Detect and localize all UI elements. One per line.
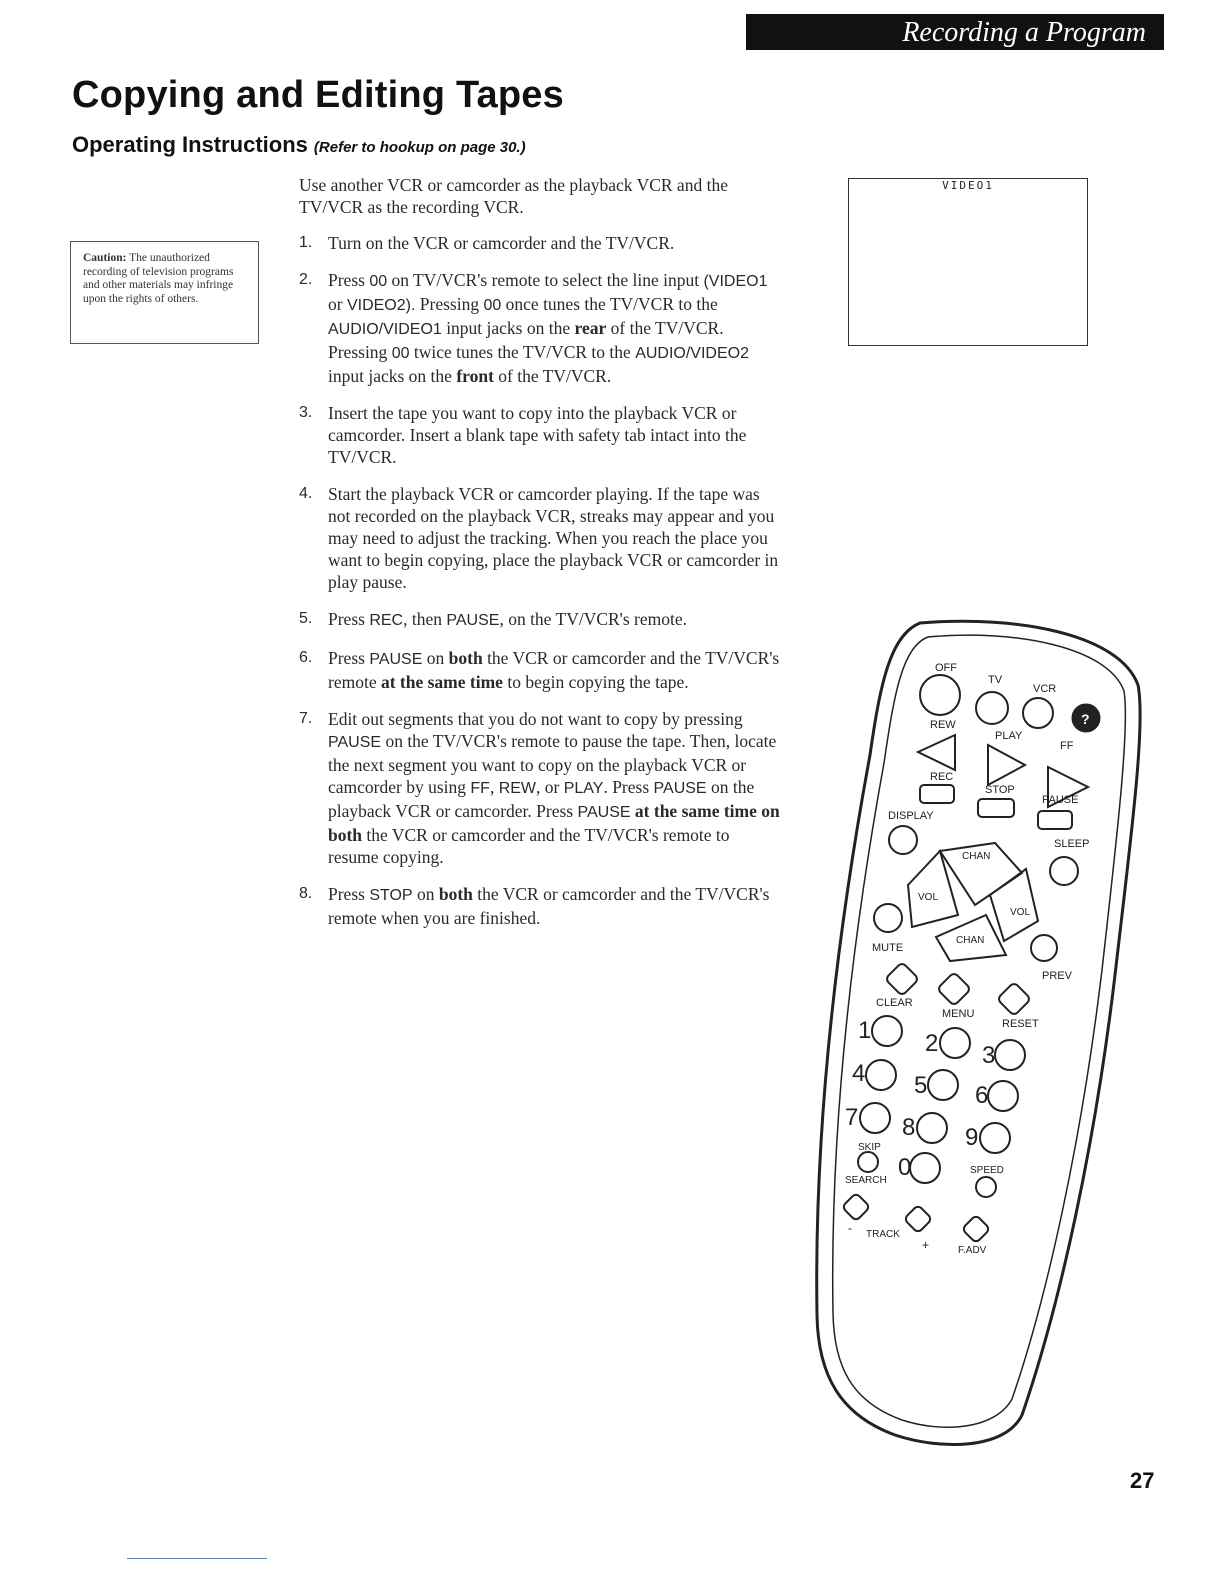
step-7 [299, 708, 784, 868]
text: of the TV/VCR. [493, 366, 612, 386]
vol-left-label: VOL [918, 892, 939, 903]
digit-4-label: 4 [852, 1060, 866, 1087]
digit-9-button [980, 1123, 1010, 1153]
text: on the playback VCR or camcorder. Press [328, 777, 755, 821]
step-2 [299, 269, 784, 387]
emphasis-same-time-both: at the same time on both [328, 801, 780, 845]
step-6 [299, 647, 784, 693]
rew-button [918, 735, 955, 770]
section-header-bar [746, 14, 1164, 50]
search-label: SEARCH [845, 1175, 887, 1186]
text: on TV/VCR's remote to select the line input [387, 270, 704, 290]
text: , on the TV/VCR's remote. [499, 609, 687, 629]
caution-label: Caution: [83, 252, 127, 264]
emphasis-both: both [448, 648, 483, 668]
subtitle [72, 132, 526, 158]
digit-3-button [995, 1040, 1025, 1070]
text: . Press [603, 777, 654, 797]
prev-button [1031, 935, 1057, 961]
vcr-button [1023, 698, 1053, 728]
subtitle-reference: (Refer to hookup on page 30.) [313, 139, 526, 156]
rec-button [920, 785, 954, 803]
emphasis-rear: rear [574, 318, 607, 338]
key-stop: STOP [369, 887, 413, 904]
digit-4-button [866, 1060, 896, 1090]
step-number: 2. [299, 271, 313, 288]
skip-search-button [858, 1152, 878, 1172]
digit-5-button [928, 1070, 958, 1100]
digit-8-label: 8 [902, 1114, 916, 1141]
digit-6-button [988, 1081, 1018, 1111]
key-pause: PAUSE [577, 804, 631, 821]
tv-button [976, 692, 1008, 724]
digit-2-label: 2 [925, 1030, 939, 1057]
text: on the TV/VCR's remote to pause the tape. Then, locate the next segment you want to copy on the playback VCR or camcorder by using [328, 731, 777, 797]
key-00: 00 [483, 297, 502, 314]
step-number: 3. [299, 404, 313, 421]
key-pause: PAUSE [653, 780, 707, 797]
key-rec: REC [369, 612, 404, 629]
digit-1-button [872, 1016, 902, 1046]
key-audio-video1: AUDIO/VIDEO1 [328, 321, 442, 338]
intro-text: Use another VCR or camcorder as the playback VCR and the TV/VCR as the recording VCR. [299, 175, 728, 217]
digit-2-button [940, 1028, 970, 1058]
ff-label: FF [1060, 740, 1074, 752]
off-button [920, 675, 960, 715]
text: Press [328, 884, 370, 904]
key-00: 00 [391, 345, 410, 362]
mute-label: MUTE [872, 942, 904, 954]
key-00: 00 [369, 273, 388, 290]
step-4 [299, 483, 784, 593]
clear-button [885, 962, 919, 996]
track-minus-label: - [848, 1221, 852, 1235]
text: , or [536, 777, 564, 797]
fadv-label: F.ADV [958, 1245, 987, 1256]
step-number: 5. [299, 610, 313, 627]
step-number: 6. [299, 649, 313, 666]
text: or [328, 294, 347, 314]
screen-channel-label: VIDEO1 [942, 179, 994, 192]
vol-left-button [908, 851, 958, 927]
sleep-label: SLEEP [1054, 838, 1090, 850]
step-text: Turn on the VCR or camcorder and the TV/VCR. [328, 233, 675, 253]
step-3 [299, 402, 784, 468]
track-label: TRACK [866, 1229, 900, 1240]
prev-label: PREV [1042, 970, 1072, 982]
display-button [889, 826, 917, 854]
step-text: Start the playback VCR or camcorder playing. If the tape was not recorded on the playback VCR, streaks may appear and you may need to adjust the tracking. When you reach the place you want to begin copying, place the playback VCR or camcorder in play pause. [328, 484, 779, 592]
digit-3-label: 3 [982, 1042, 996, 1069]
digit-8-button [917, 1113, 947, 1143]
play-button [988, 745, 1025, 785]
digit-7-button [860, 1103, 890, 1133]
instructions [299, 174, 784, 944]
text: , [489, 777, 499, 797]
digit-7-label: 7 [845, 1104, 859, 1131]
stop-label: STOP [985, 784, 1015, 796]
sleep-button [1050, 857, 1078, 885]
digit-6-label: 6 [975, 1082, 989, 1109]
text: , then [403, 609, 447, 629]
key-audio-video2: AUDIO/VIDEO2 [635, 345, 749, 362]
text: Press [328, 609, 370, 629]
vol-right-button [990, 869, 1038, 941]
digit-5-label: 5 [914, 1072, 928, 1099]
key-ff: FF [470, 780, 490, 797]
text: on [422, 648, 449, 668]
menu-button [937, 972, 971, 1006]
key-video2: VIDEO2). [346, 297, 416, 314]
caution-text: The unauthorized recording of television programs and other materials may infringe upon the rights of others. [83, 252, 234, 305]
key-play: PLAY [563, 780, 604, 797]
track-minus-button [842, 1193, 870, 1221]
key-rew: REW [498, 780, 537, 797]
chan-up-label: CHAN [962, 851, 991, 862]
digit-1-label: 1 [858, 1017, 872, 1044]
step-number: 7. [299, 710, 313, 727]
tv-screen-illustration [848, 178, 1088, 346]
chan-down-label: CHAN [956, 935, 985, 946]
remote-control-illustration [790, 615, 1150, 1450]
page-number: 27 [1130, 1468, 1155, 1493]
text: Press [328, 270, 370, 290]
emphasis-same-time: at the same time [380, 672, 503, 692]
vol-right-label: VOL [1010, 907, 1031, 918]
emphasis-both: both [438, 884, 473, 904]
speed-label: SPEED [970, 1165, 1004, 1176]
tv-label: TV [988, 674, 1003, 686]
step-text: Insert the tape you want to copy into the playback VCR or camcorder. Insert a blank tape with safety tab intact into the TV/VCR. [328, 403, 747, 467]
steps-list [299, 232, 784, 929]
remote-rim [833, 635, 1126, 1427]
text: on [412, 884, 439, 904]
step-1 [299, 232, 784, 254]
text: the VCR or camcorder and the TV/VCR's remote to resume copying. [328, 825, 730, 867]
track-plus-button [904, 1205, 932, 1233]
text: input jacks on the [328, 366, 457, 386]
digit-0-button [910, 1153, 940, 1183]
track-plus-label: + [922, 1238, 930, 1252]
key-pause: PAUSE [446, 612, 500, 629]
key-pause: PAUSE [328, 734, 382, 751]
section-title: Recording a Program [902, 17, 1146, 48]
text: Pressing [415, 294, 484, 314]
page-title: Copying and Editing Tapes [72, 74, 564, 116]
text: input jacks on the [441, 318, 575, 338]
text: the VCR or camcorder and the TV/VCR's remote when you are finished. [328, 884, 770, 928]
stop-button [978, 799, 1014, 817]
rew-label: REW [930, 719, 956, 731]
clear-label: CLEAR [876, 997, 913, 1009]
skip-label: SKIP [858, 1142, 881, 1153]
vcr-label: VCR [1033, 683, 1057, 695]
text: the VCR or camcorder and the TV/VCR's remote [328, 648, 780, 692]
step-5 [299, 608, 784, 632]
caution-box [70, 241, 259, 344]
info-icon: ? [1081, 711, 1090, 727]
text: once tunes the TV/VCR to the [501, 294, 718, 314]
step-number: 1. [299, 234, 313, 251]
text: Press [328, 648, 370, 668]
reset-label: RESET [1002, 1018, 1039, 1030]
mute-button [874, 904, 902, 932]
text: twice tunes the TV/VCR to the [409, 342, 636, 362]
rec-label: REC [930, 771, 954, 783]
step-number: 4. [299, 485, 313, 502]
step-8 [299, 883, 784, 929]
reset-button [997, 982, 1031, 1016]
step-number: 8. [299, 885, 313, 902]
footer-rule [127, 1558, 267, 1559]
text: Edit out segments that you do not want to copy by pressing [328, 709, 743, 729]
menu-label: MENU [942, 1008, 975, 1020]
subtitle-text: Operating Instructions [72, 132, 308, 157]
text: to begin copying the tape. [502, 672, 689, 692]
pause-button [1038, 811, 1072, 829]
emphasis-front: front [456, 366, 494, 386]
digit-9-label: 9 [965, 1124, 979, 1151]
key-pause: PAUSE [369, 651, 423, 668]
key-video1: (VIDEO1 [703, 273, 768, 290]
play-label: PLAY [995, 730, 1023, 742]
fadv-button [962, 1215, 990, 1243]
text: of the TV/VCR. Pressing [328, 318, 724, 362]
digit-0-label: 0 [898, 1154, 912, 1181]
off-label: OFF [935, 662, 957, 674]
display-label: DISPLAY [888, 810, 934, 822]
pause-label: PAUSE [1042, 794, 1079, 806]
speed-button [976, 1177, 996, 1197]
